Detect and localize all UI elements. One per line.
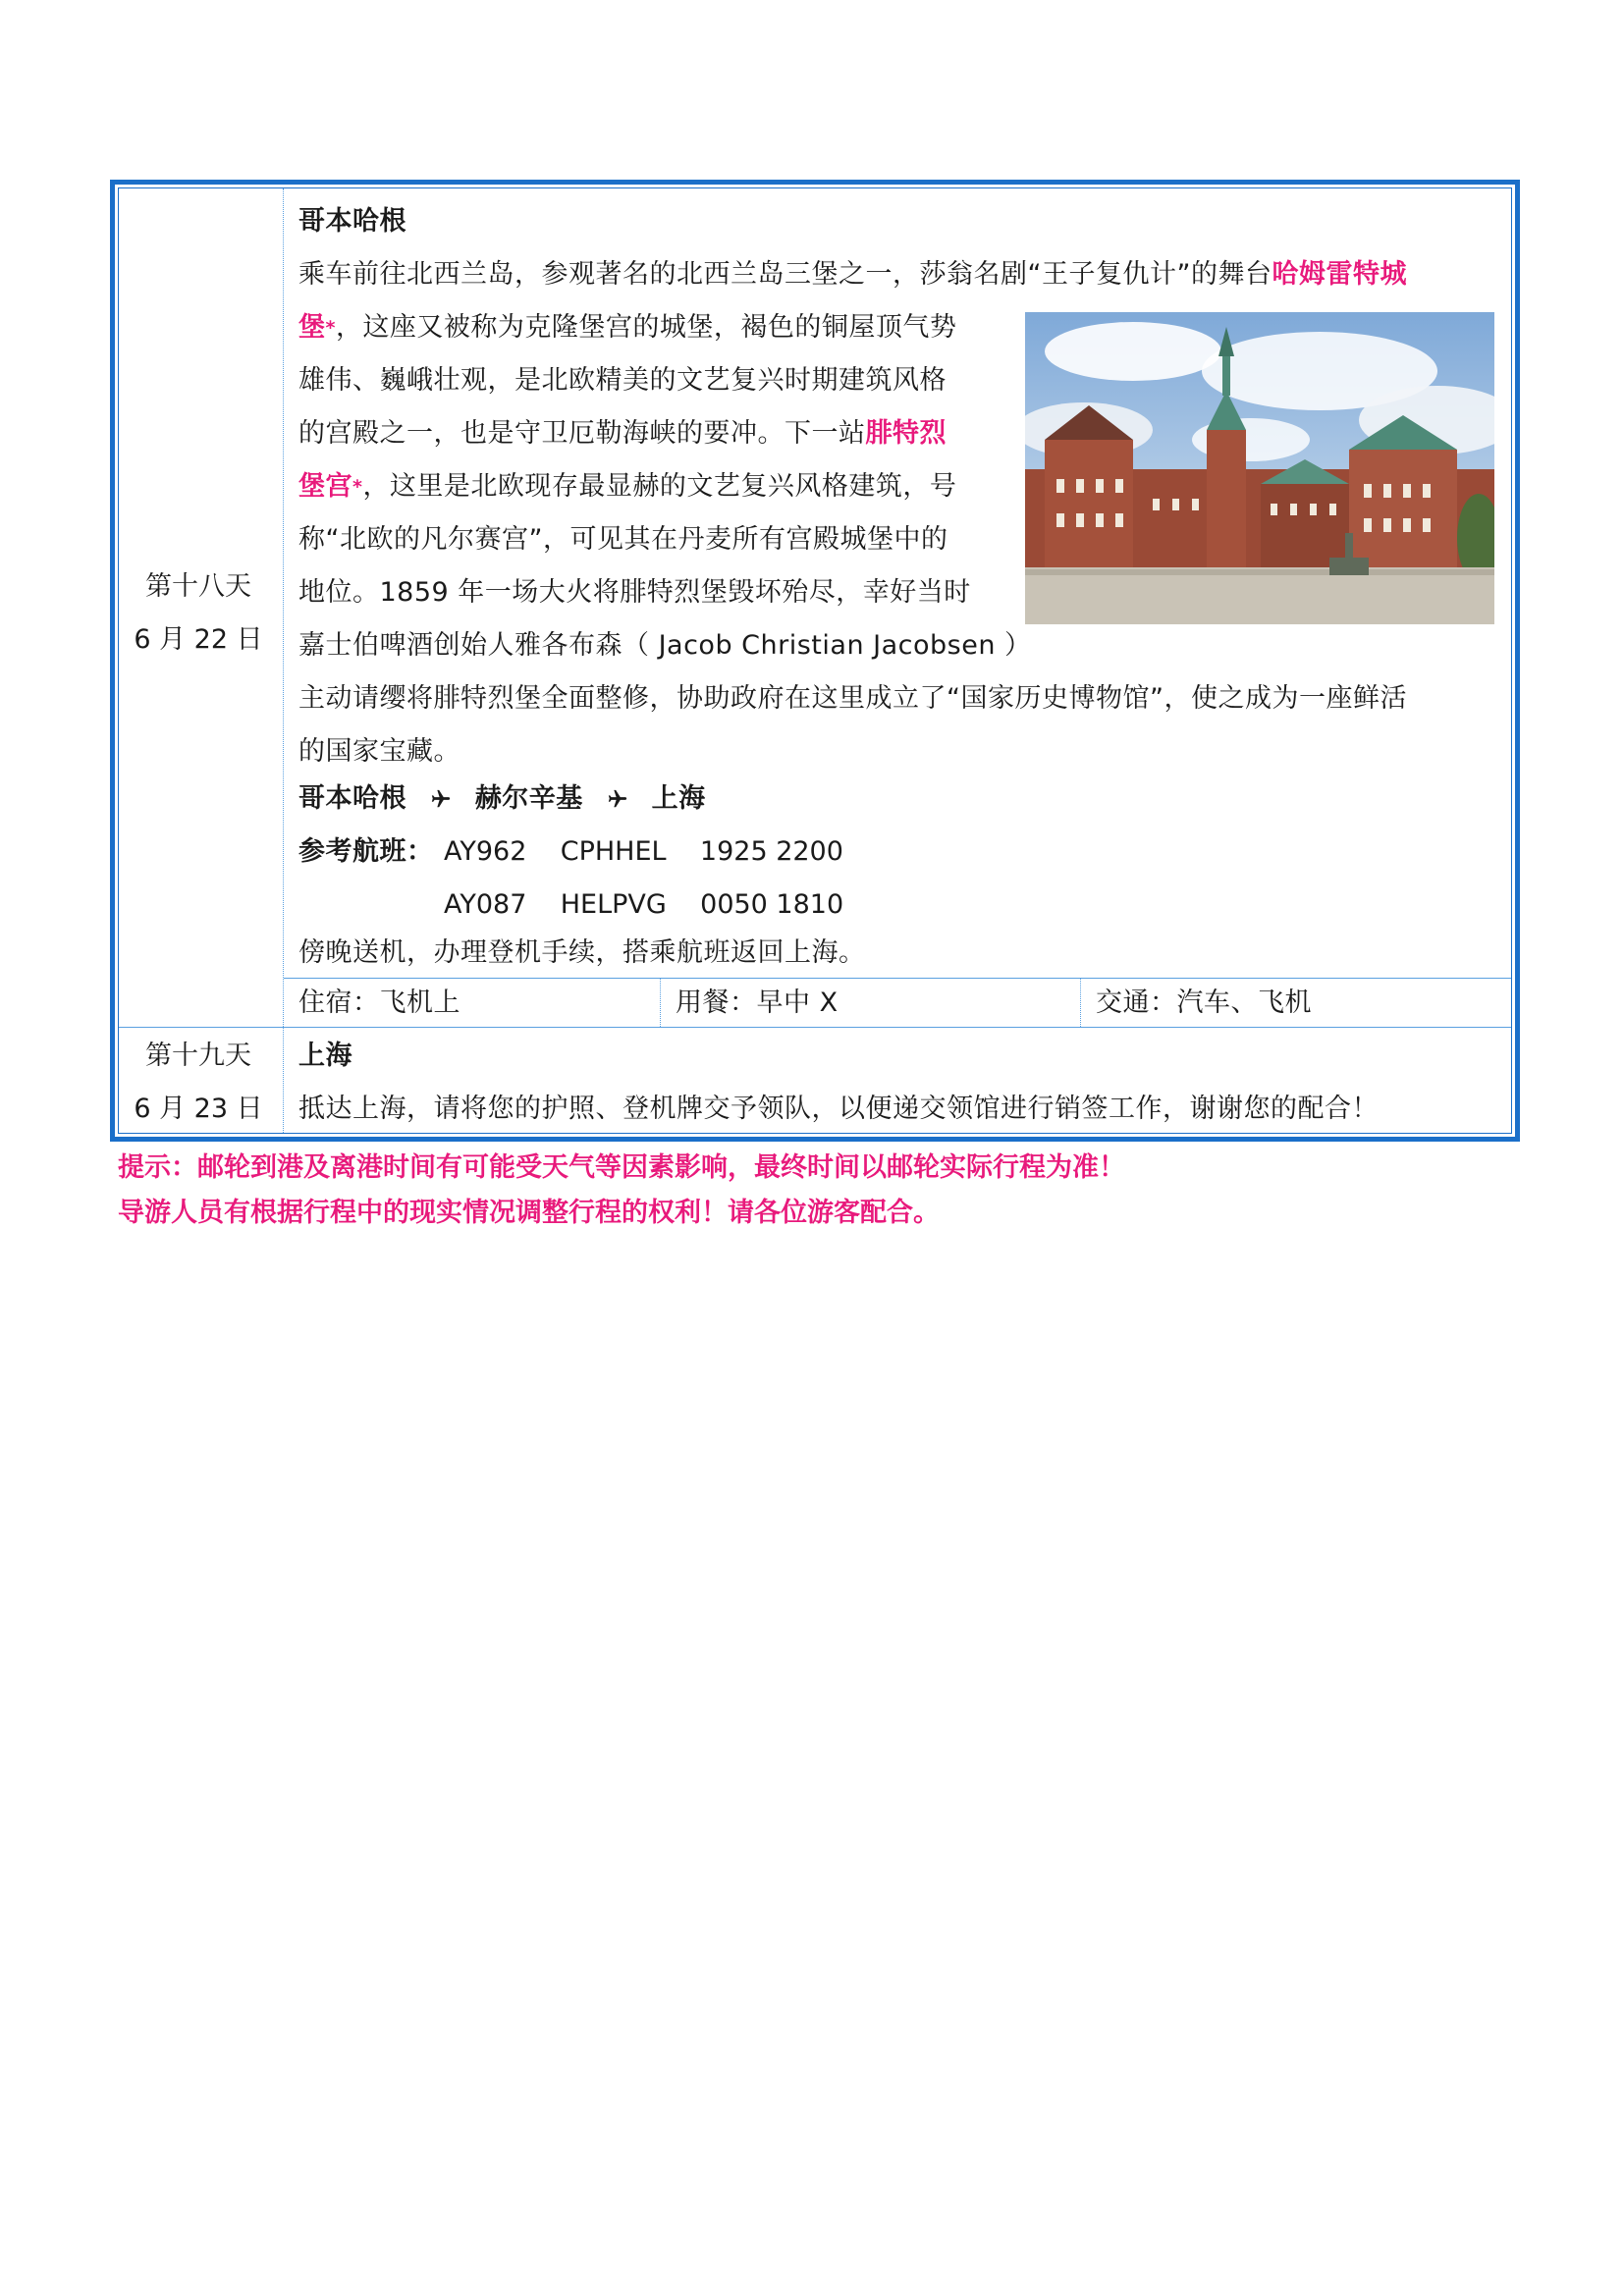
day18-line2 bbox=[298, 301, 956, 354]
summary-divider-2 bbox=[1080, 978, 1081, 1027]
frederiksborg-link: 腓特烈 bbox=[865, 418, 947, 449]
day18-line5-text: ，这里是北欧现存最显赫的文艺复兴风格建筑，号 bbox=[362, 471, 957, 502]
flight-label: 参考航班： bbox=[298, 836, 434, 867]
day18-line10: 的国家宝藏。 bbox=[298, 736, 460, 767]
hamlet-castle-link-cont: 堡 bbox=[298, 312, 326, 343]
day18-date: 6 月 22 日 bbox=[134, 624, 263, 655]
day18-line7: 地位。1859 年一场大火将腓特烈堡毁坏殆尽，幸好当时 bbox=[298, 577, 971, 608]
day18-line8: 嘉士伯啤酒创始人雅各布森（ Jacob Christian Jacobsen ） bbox=[298, 630, 1032, 661]
day19-label: 第十九天 bbox=[145, 1041, 251, 1071]
day18-line6: 称“北欧的凡尔赛宫”，可见其在丹麦所有宫殿城堡中的 bbox=[298, 524, 948, 555]
route-via: 赫尔辛基 bbox=[474, 783, 583, 814]
airplane-icon-2 bbox=[607, 773, 628, 826]
day18-line3: 雄伟、巍峨壮观，是北欧精美的文艺复兴时期建筑风格 bbox=[298, 365, 947, 396]
summary-divider-1 bbox=[660, 978, 661, 1027]
transport-info: 交通：汽车、飞机 bbox=[1096, 988, 1312, 1018]
day19-title: 上海 bbox=[298, 1041, 352, 1071]
day-column-divider bbox=[283, 188, 284, 1133]
day18-line9: 主动请缨将腓特烈堡全面整修，协助政府在这里成立了“国家历史博物馆”，使之成为一座鲜活 bbox=[298, 683, 1407, 714]
day18-line4-text: 的宫殿之一，也是守卫厄勒海峡的要冲。下一站 bbox=[298, 418, 866, 449]
day18-line5 bbox=[298, 460, 956, 513]
day18-closing: 傍晚送机，办理登机手续，搭乘航班返回上海。 bbox=[298, 937, 866, 968]
route-to: 上海 bbox=[651, 783, 706, 814]
day18-line2-text: ，这座又被称为克隆堡宫的城堡，褐色的铜屋顶气势 bbox=[335, 312, 957, 343]
day19-text: 抵达上海，请将您的护照、登机牌交予领队，以便递交领馆进行销签工作，谢谢您的配合！ bbox=[298, 1094, 1379, 1124]
day18-line1-text: 乘车前往北西兰岛，参观著名的北西兰岛三堡之一，莎翁名剧“王子复仇计”的舞台 bbox=[298, 259, 1272, 290]
lodging-info: 住宿：飞机上 bbox=[298, 988, 460, 1018]
route-line bbox=[298, 773, 706, 826]
notice-line-2: 导游人员有根据行程中的现实情况调整行程的权利！请各位游客配合。 bbox=[118, 1198, 940, 1228]
meals-info: 用餐：早中 X bbox=[676, 988, 839, 1018]
hamlet-castle-link: 哈姆雷特城 bbox=[1272, 259, 1407, 290]
day18-label: 第十八天 bbox=[145, 571, 251, 602]
hamlet-star-mark: * bbox=[325, 317, 336, 339]
frederiksborg-castle-photo bbox=[1025, 312, 1494, 624]
flight-1: AY962 CPHHEL 1925 2200 bbox=[444, 836, 843, 867]
day19-date: 6 月 23 日 bbox=[134, 1094, 263, 1124]
frederiksborg-link-cont: 堡宫 bbox=[298, 471, 352, 502]
notice-line-1: 提示：邮轮到港及离港时间有可能受天气等因素影响，最终时间以邮轮实际行程为准！ bbox=[118, 1152, 1125, 1183]
day18-title: 哥本哈根 bbox=[298, 206, 406, 237]
day18-line1 bbox=[298, 248, 1407, 301]
flight-2: AY087 HELPVG 0050 1810 bbox=[444, 889, 844, 920]
route-from: 哥本哈根 bbox=[298, 783, 406, 814]
day18-line4 bbox=[298, 407, 947, 460]
frederiksborg-star-mark: * bbox=[352, 476, 363, 498]
airplane-icon bbox=[430, 773, 452, 826]
